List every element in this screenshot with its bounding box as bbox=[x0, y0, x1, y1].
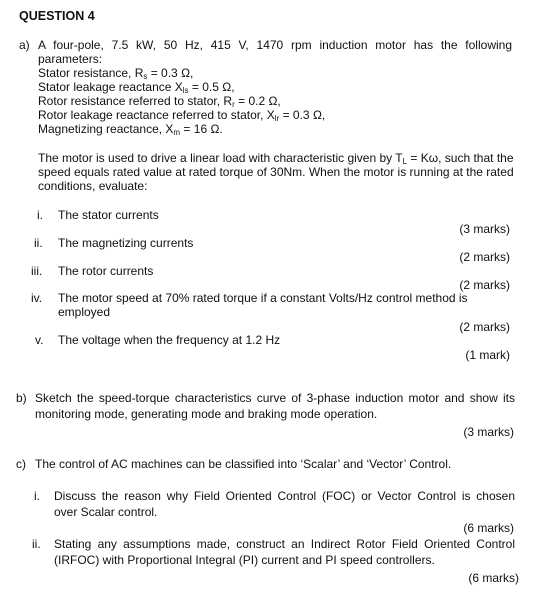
part-a-intro-line1: A four-pole, 7.5 kW, 50 Hz, 415 V, 1470 rpm induction motor has the following bbox=[38, 38, 512, 52]
item-a-ii-text: The magnetizing currents bbox=[58, 236, 194, 250]
item-c-ii-marks: (6 marks) bbox=[468, 571, 519, 585]
item-c-i-line1: Discuss the reason why Field Oriented Control (FOC) or Vector Control is chosen bbox=[54, 489, 515, 503]
part-a-intro-line2: parameters: bbox=[38, 52, 103, 66]
item-a-iv-text2: employed bbox=[58, 305, 111, 319]
item-a-i-text: The stator currents bbox=[58, 208, 159, 222]
item-a-i-marks: (3 marks) bbox=[459, 222, 510, 236]
load-line2: speed equals rated value at rated torque of 30Nm. When the motor is running at the rated bbox=[38, 165, 514, 179]
item-a-iv-marks: (2 marks) bbox=[459, 320, 510, 334]
question-title: QUESTION 4 bbox=[19, 9, 95, 23]
item-a-v-text: The voltage when the frequency at 1.2 Hz bbox=[58, 333, 281, 347]
load-line3: conditions, evaluate: bbox=[38, 179, 148, 193]
item-a-iii-text: The rotor currents bbox=[58, 264, 154, 278]
param-rotor-resistance: Rotor resistance referred to stator, $R_r = 0.2$ Ω, bbox=[38, 94, 281, 109]
item-a-ii-number: ii. bbox=[34, 236, 43, 250]
item-a-v-number: v. bbox=[35, 333, 44, 347]
part-a-letter: a) bbox=[19, 38, 30, 52]
item-c-ii-line1: Stating any assumptions made, construct an Indirect Rotor Field Oriented Control bbox=[54, 537, 515, 551]
param-stator-resistance: Stator resistance, $R_s = 0.3$ Ω, bbox=[38, 66, 194, 81]
part-b-marks: (3 marks) bbox=[463, 425, 514, 439]
part-c-letter: c) bbox=[16, 457, 26, 471]
param-magnetizing-reactance: Magnetizing reactance, $X_m = 16$ Ω. bbox=[38, 122, 223, 137]
item-a-iii-number: iii. bbox=[31, 264, 43, 278]
item-a-iv-number: iv. bbox=[31, 291, 43, 305]
item-a-iv-text: The motor speed at 70% rated torque if a constant Volts/Hz control method is bbox=[58, 291, 468, 305]
item-a-ii-marks: (2 marks) bbox=[459, 250, 510, 264]
part-c-intro: The control of AC machines can be classified into ‘Scalar’ and ‘Vector’ Control. bbox=[35, 457, 452, 471]
item-c-i-line2: over Scalar control. bbox=[54, 505, 158, 519]
item-a-v-marks: (1 mark) bbox=[465, 348, 510, 362]
item-c-i-number: i. bbox=[34, 489, 40, 503]
load-line1: The motor is used to drive a linear load with characteristic given by $T_L = K\omega$, such that the bbox=[38, 151, 514, 166]
part-b-line2: monitoring mode, generating mode and braking mode operation. bbox=[35, 407, 378, 421]
part-b-letter: b) bbox=[16, 391, 27, 405]
item-c-ii-number: ii. bbox=[32, 537, 41, 551]
item-a-i-number: i. bbox=[37, 208, 43, 222]
item-a-iii-marks: (2 marks) bbox=[459, 278, 510, 292]
item-c-ii-line2: (IRFOC) with Proportional Integral (PI) current and PI speed controllers. bbox=[54, 553, 435, 567]
param-rotor-leakage-reactance: Rotor leakage reactance referred to stator, $X_{lr} = 0.3$ Ω, bbox=[38, 108, 326, 123]
param-stator-leakage-reactance: Stator leakage reactance $X_{ls} = 0.5$ Ω, bbox=[38, 80, 235, 95]
part-b-line1: Sketch the speed-torque characteristics curve of 3-phase induction motor and show its bbox=[35, 391, 515, 405]
item-c-i-marks: (6 marks) bbox=[463, 521, 514, 535]
